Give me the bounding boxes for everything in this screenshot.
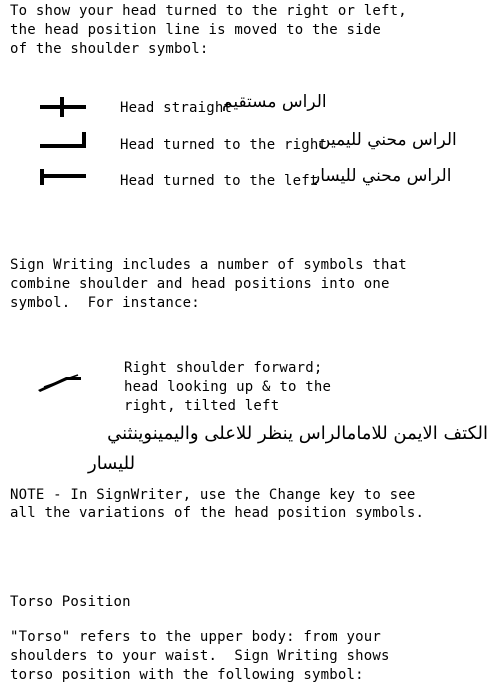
head-turned-left-arabic: الراس محني لليسار (312, 166, 452, 186)
combine-line-3: symbol. For instance: (10, 295, 200, 311)
intro-line-3: of the shoulder symbol: (10, 41, 209, 57)
combine-line-2: combine shoulder and head positions into one (10, 276, 390, 292)
head-straight-symbol (40, 96, 88, 118)
torso-line-2: shoulders to your waist. Sign Writing shows (10, 648, 390, 664)
example-arabic-line-2: لليسار (88, 453, 136, 474)
combine-line-1: Sign Writing includes a number of symbols that (10, 257, 407, 273)
head-turned-left-symbol (40, 169, 90, 189)
head-turned-right-label: Head turned to the right (120, 137, 328, 153)
note-line-1: NOTE - In SignWriter, use the Change key to see (10, 487, 416, 503)
shoulder-head-combined-symbol (36, 371, 86, 393)
head-straight-label: Head straight (120, 100, 233, 116)
head-straight-arabic: الراس مستقيم (222, 92, 327, 112)
head-turned-left-label: Head turned to the left (120, 173, 319, 189)
example-line-2: head looking up & to the (124, 379, 332, 395)
head-turned-right-symbol (40, 132, 90, 152)
example-line-3: right, tilted left (124, 398, 280, 414)
example-arabic-line-1: الكتف الايمن للامامالراس ينظر للاعلى واليمينوينثني (107, 423, 488, 444)
torso-heading: Torso Position (10, 594, 131, 610)
intro-line-2: the head position line is moved to the side (10, 22, 382, 38)
torso-line-1: "Torso" refers to the upper body: from your (10, 629, 382, 645)
example-line-1: Right shoulder forward; (124, 360, 323, 376)
torso-line-3: torso position with the following symbol: (10, 667, 364, 683)
note-line-2: all the variations of the head position symbols. (10, 505, 425, 521)
intro-line-1: To show your head turned to the right or left, (10, 3, 407, 19)
head-turned-right-arabic: الراس محني لليمين (318, 130, 457, 150)
